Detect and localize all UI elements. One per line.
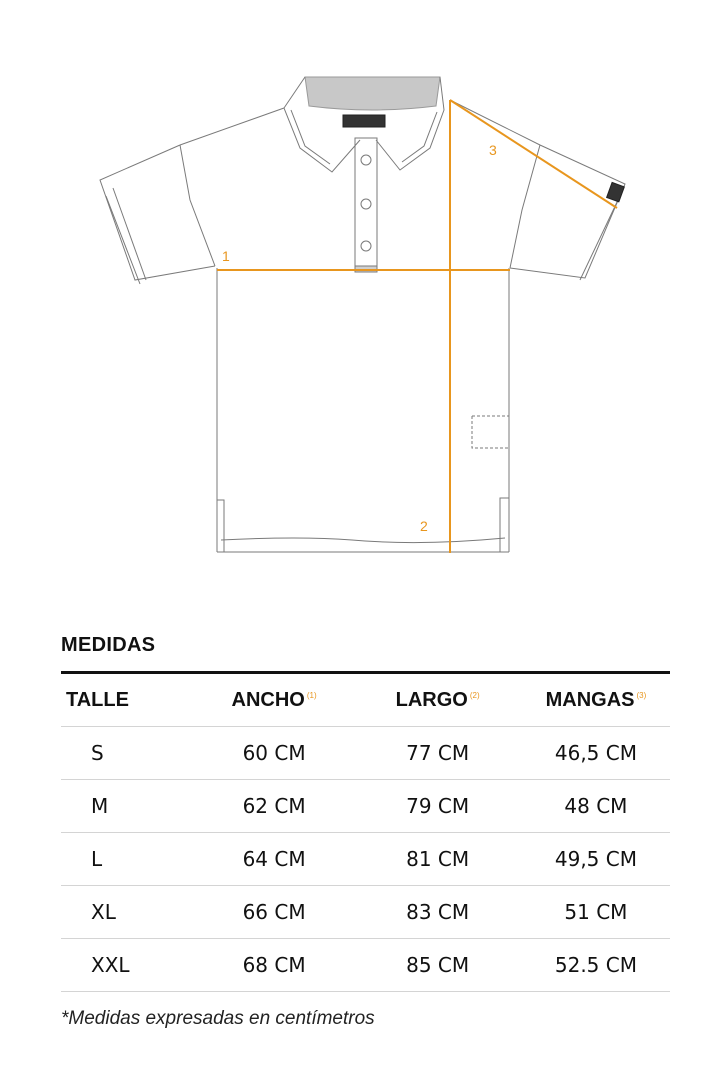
size-table — [61, 671, 670, 992]
header-talle: TALLE — [66, 688, 129, 711]
header-mangas: MANGAS $^{(3)}$ — [545, 688, 647, 711]
cell-mangas: 51 CM — [522, 886, 670, 939]
cell-largo: 81 CM — [353, 833, 521, 886]
header-note: (1) — [306, 690, 317, 700]
cell-largo: 79 CM — [353, 780, 521, 833]
table-row — [61, 780, 670, 833]
table-row — [61, 833, 670, 886]
cell-largo: 85 CM — [353, 939, 521, 992]
cell-ancho: 64 CM — [195, 833, 354, 886]
cell-talle: S — [61, 727, 195, 780]
table-row — [61, 727, 670, 780]
marker-3: 3 — [489, 142, 497, 158]
cell-talle: XL — [61, 886, 195, 939]
cell-ancho: 62 CM — [195, 780, 354, 833]
section-title: MEDIDAS — [61, 634, 156, 656]
table-header-row — [61, 673, 670, 727]
measure-line-sleeve — [450, 100, 617, 208]
cell-largo: 77 CM — [353, 727, 521, 780]
cell-mangas: 48 CM — [522, 780, 670, 833]
marker-1: 1 — [222, 248, 230, 264]
cell-mangas: 46,5 CM — [522, 727, 670, 780]
header-ancho: ANCHO $^{(1)}$ — [231, 688, 317, 711]
table-row — [61, 939, 670, 992]
cell-talle: L — [61, 833, 195, 886]
shirt-outline — [100, 77, 625, 552]
table-row — [61, 886, 670, 939]
header-note: (2) — [469, 690, 480, 700]
cell-ancho: 66 CM — [195, 886, 354, 939]
cell-talle: M — [61, 780, 195, 833]
cell-talle: XXL — [61, 939, 195, 992]
measurement-lines — [217, 100, 617, 553]
header-largo: LARGO $^{(2)}$ — [395, 688, 480, 711]
cell-mangas: 49,5 CM — [522, 833, 670, 886]
footnote: *Medidas expresadas en centímetros — [61, 1008, 375, 1029]
cell-mangas: 52.5 CM — [522, 939, 670, 992]
marker-2: 2 — [420, 518, 428, 534]
cell-largo: 83 CM — [353, 886, 521, 939]
cell-ancho: 68 CM — [195, 939, 354, 992]
header-note: (3) — [636, 690, 647, 700]
cell-ancho: 60 CM — [195, 727, 354, 780]
